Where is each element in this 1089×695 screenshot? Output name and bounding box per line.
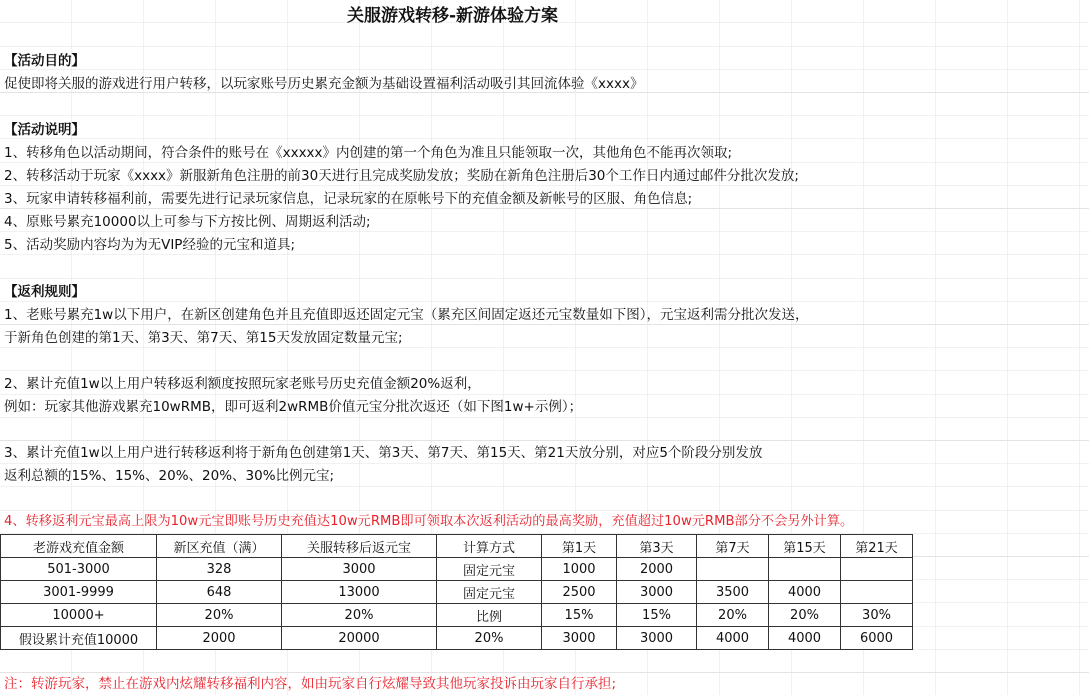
table-header-cell: 新区充值（满）: [157, 535, 282, 558]
rule-4-highlight: 4、转移返利元宝最高上限为10w元宝即账号历史充值达10w元RMB即可领取本次返利活动的最高奖励，充值超过10w元RMB部分不会另外计算。: [4, 514, 854, 529]
table-cell: 13000: [282, 581, 437, 604]
table-cell: 10000+: [1, 604, 157, 627]
table-cell: 30%: [841, 604, 913, 627]
table-cell: 20%: [697, 604, 769, 627]
table-cell: 比例: [437, 604, 542, 627]
table-row: [1, 627, 913, 650]
table-cell: 3000: [617, 627, 697, 650]
table-cell: 6000: [841, 627, 913, 650]
table-cell: 15%: [542, 604, 617, 627]
table-cell: 2000: [617, 558, 697, 581]
table-cell: [841, 581, 913, 604]
table-cell: 假设累计充值10000: [1, 627, 157, 650]
rule-1-line-1: 1、老账号累充1w以下用户，在新区创建角色并且充值即返还固定元宝（累充区间固定返还元宝数量如下图），元宝返利需分批次发送，: [4, 307, 809, 323]
table-cell: 20%: [157, 604, 282, 627]
rules-heading: 【返利规则】: [4, 284, 85, 300]
table-cell: 3000: [617, 581, 697, 604]
rule-1-line-2: 于新角色创建的第1天、第3天、第7天、第15天发放固定数量元宝;: [4, 330, 403, 346]
purpose-heading: 【活动目的】: [4, 53, 85, 69]
table-cell: 3001-9999: [1, 581, 157, 604]
table-row: [1, 558, 913, 581]
table-cell: 2500: [542, 581, 617, 604]
table-cell: [769, 558, 841, 581]
table-header-cell: 关服转移后返元宝: [282, 535, 437, 558]
table-cell: 4000: [769, 627, 841, 650]
purpose-text: 促使即将关服的游戏进行用户转移，以玩家账号历史累充金额为基础设置福利活动吸引其回流体验《xxxx》: [4, 76, 644, 92]
table-cell: 2000: [157, 627, 282, 650]
table-cell: 328: [157, 558, 282, 581]
rule-2-line-1: 2、累计充值1w以上用户转移返利额度按照玩家老账号历史充值金额20%返利，: [4, 376, 481, 392]
table-header-cell: 老游戏充值金额: [1, 535, 157, 558]
description-item-2: 2、转移活动于玩家《xxxx》新服新角色注册的前30天进行且完成奖励发放；奖励在新角色注册后30个工作日内通过邮件分批次发放;: [4, 168, 799, 184]
table-header-cell: 第21天: [841, 535, 913, 558]
table-cell: 20%: [282, 604, 437, 627]
table-header-cell: 计算方式: [437, 535, 542, 558]
rule-2-line-2: 例如：玩家其他游戏累充10wRMB，即可返利2wRMB价值元宝分批次返还（如下图1w+示例）；: [4, 399, 583, 415]
table-cell: 3000: [542, 627, 617, 650]
table-cell: 固定元宝: [437, 581, 542, 604]
table-cell: 3500: [697, 581, 769, 604]
table-cell: [697, 558, 769, 581]
table-cell: 4000: [697, 627, 769, 650]
rebate-table: [0, 534, 913, 650]
table-header-cell: 第15天: [769, 535, 841, 558]
table-cell: 648: [157, 581, 282, 604]
description-item-5: 5、活动奖励内容均为为无VIP经验的元宝和道具;: [4, 237, 295, 253]
table-cell: 20000: [282, 627, 437, 650]
table-cell: 3000: [282, 558, 437, 581]
description-item-3: 3、玩家申请转移福利前，需要先进行记录玩家信息，记录玩家的在原帐号下的充值金额及新帐号的区服、角色信息;: [4, 191, 693, 207]
table-header-cell: 第7天: [697, 535, 769, 558]
table-cell: [841, 558, 913, 581]
table-row: [1, 581, 913, 604]
footer-note: 注：转游玩家，禁止在游戏内炫耀转移福利内容，如由玩家自行炫耀导致其他玩家投诉由玩家自行承担;: [4, 676, 617, 692]
table-cell: 1000: [542, 558, 617, 581]
rule-3-line-2: 返利总额的15%、15%、20%、20%、30%比例元宝;: [4, 468, 335, 484]
table-cell: 20%: [437, 627, 542, 650]
page-title: 关服游戏转移-新游体验方案: [346, 6, 559, 26]
table-header-cell: 第1天: [542, 535, 617, 558]
table-header-cell: 第3天: [617, 535, 697, 558]
rule-3-line-1: 3、累计充值1w以上用户进行转移返利将于新角色创建第1天、第3天、第7天、第15天、第21天放分别，对应5个阶段分别发放: [4, 445, 763, 461]
table-cell: 20%: [769, 604, 841, 627]
table-cell: 4000: [769, 581, 841, 604]
table-row: [1, 604, 913, 627]
description-item-4: 4、原账号累充10000以上可参与下方按比例、周期返利活动;: [4, 214, 371, 230]
table-cell: 501-3000: [1, 558, 157, 581]
description-item-1: 1、转移角色以活动期间，符合条件的账号在《xxxxx》内创建的第一个角色为准且只能领取一次，其他角色不能再次领取;: [4, 145, 733, 161]
description-heading: 【活动说明】: [4, 122, 85, 138]
table-cell: 固定元宝: [437, 558, 542, 581]
table-header-row: [1, 535, 913, 558]
table-cell: 15%: [617, 604, 697, 627]
